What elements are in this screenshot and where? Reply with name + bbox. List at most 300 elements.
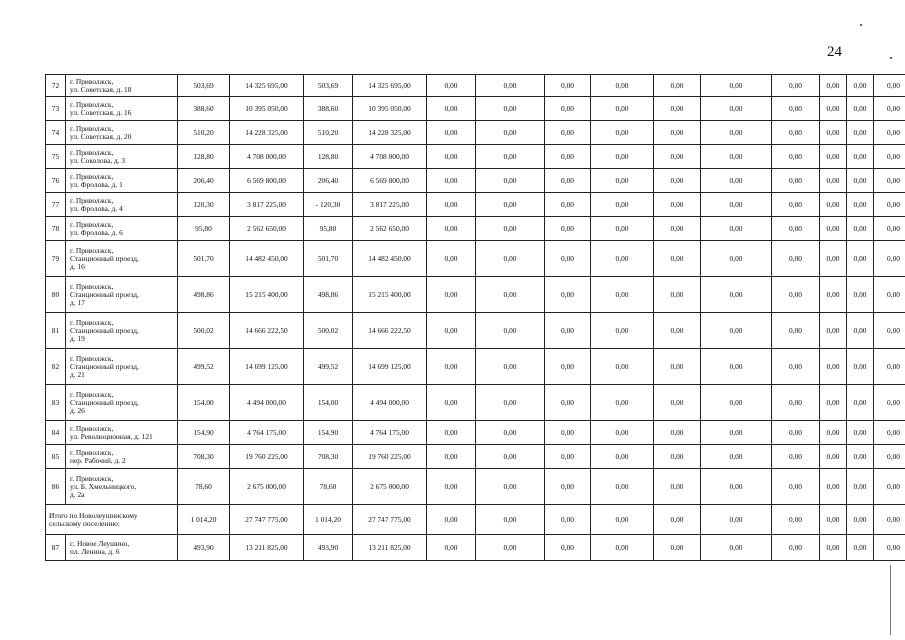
value-cell: 0,00 [772, 349, 820, 385]
row-number-cell: 85 [46, 445, 66, 469]
value-cell: 0,00 [847, 421, 874, 445]
address-line: д. 2а [70, 489, 85, 499]
value-cell: 0,00 [476, 469, 545, 505]
value-cell: 0,00 [476, 193, 545, 217]
value-cell: 0,00 [654, 385, 701, 421]
value-cell: 0,00 [654, 217, 701, 241]
value-cell: 4 494 000,00 [230, 385, 304, 421]
value-cell: 0,00 [545, 217, 591, 241]
value-cell: 0,00 [874, 193, 905, 217]
value-cell: 0,00 [591, 349, 654, 385]
address-cell [66, 97, 178, 121]
value-cell: 0,00 [701, 121, 772, 145]
table-row [46, 535, 905, 561]
address-cell [66, 535, 178, 561]
value-cell: 0,00 [874, 349, 905, 385]
value-cell: 0,00 [772, 421, 820, 445]
value-cell: 0,00 [476, 169, 545, 193]
data-table [45, 74, 905, 561]
value-cell: 1 014,20 [304, 505, 353, 535]
value-cell: 2 675 000,00 [230, 469, 304, 505]
address-cell [66, 169, 178, 193]
value-cell: 154,90 [178, 421, 230, 445]
value-cell: 0,00 [427, 169, 476, 193]
address-line: г. Приволжск, [70, 423, 114, 433]
value-cell: 0,00 [820, 169, 847, 193]
value-cell: 0,00 [874, 535, 905, 561]
address-line: ул. Фролова, д. 1 [70, 179, 123, 189]
table-row [46, 217, 905, 241]
value-cell: 4 764 175,00 [353, 421, 427, 445]
value-cell: 0,00 [772, 469, 820, 505]
value-cell: 0,00 [772, 145, 820, 169]
value-cell: 0,00 [476, 349, 545, 385]
value-cell: 0,00 [476, 313, 545, 349]
value-cell: 0,00 [874, 445, 905, 469]
row-number-cell: 84 [46, 421, 66, 445]
scan-dot [890, 57, 892, 59]
value-cell: 0,00 [591, 469, 654, 505]
row-number-cell: 87 [46, 535, 66, 561]
row-number-cell: 77 [46, 193, 66, 217]
value-cell: 0,00 [847, 505, 874, 535]
value-cell: 0,00 [591, 421, 654, 445]
value-cell: 0,00 [847, 385, 874, 421]
value-cell: 0,00 [545, 313, 591, 349]
value-cell: 10 395 050,00 [353, 97, 427, 121]
value-cell: 498,86 [304, 277, 353, 313]
value-cell: 0,00 [820, 349, 847, 385]
value-cell: 0,00 [591, 217, 654, 241]
value-cell: 0,00 [701, 97, 772, 121]
value-cell: 0,00 [427, 121, 476, 145]
address-line: ул. Б. Хмельницкого, [70, 481, 137, 491]
value-cell: 0,00 [701, 421, 772, 445]
value-cell: 6 569 800,00 [230, 169, 304, 193]
table-row [46, 145, 905, 169]
value-cell: 0,00 [874, 313, 905, 349]
value-cell: 0,00 [701, 535, 772, 561]
address-line: г. Приволжск, [70, 123, 114, 133]
value-cell: 0,00 [427, 145, 476, 169]
value-cell: 0,00 [427, 535, 476, 561]
value-cell: 154,00 [304, 385, 353, 421]
row-number-cell: 83 [46, 385, 66, 421]
table-row [46, 75, 905, 97]
value-cell: 0,00 [847, 145, 874, 169]
value-cell: 498,86 [178, 277, 230, 313]
value-cell: 493,90 [178, 535, 230, 561]
address-line: Станционный проезд, [70, 361, 139, 371]
value-cell: 0,00 [654, 505, 701, 535]
value-cell: 0,00 [591, 121, 654, 145]
value-cell: 0,00 [476, 241, 545, 277]
value-cell: 14 228 325,00 [230, 121, 304, 145]
scan-edge-line [890, 565, 891, 635]
address-line: Станционный проезд, [70, 289, 139, 299]
value-cell: 0,00 [820, 421, 847, 445]
value-cell: 0,00 [427, 505, 476, 535]
value-cell: 0,00 [591, 277, 654, 313]
address-line: д. 16 [70, 261, 85, 271]
value-cell: 120,30 [178, 193, 230, 217]
value-cell: 503,69 [178, 75, 230, 97]
value-cell: 0,00 [701, 241, 772, 277]
value-cell: 206,40 [178, 169, 230, 193]
value-cell: 0,00 [427, 75, 476, 97]
address-cell [66, 121, 178, 145]
value-cell: 0,00 [820, 313, 847, 349]
value-cell: 14 228 325,00 [353, 121, 427, 145]
row-number-cell: 80 [46, 277, 66, 313]
address-line: г. Приволжск, [70, 219, 114, 229]
value-cell: 2 562 650,00 [230, 217, 304, 241]
value-cell: 0,00 [545, 121, 591, 145]
value-cell: 0,00 [591, 241, 654, 277]
value-cell: 0,00 [772, 313, 820, 349]
value-cell: 13 211 825,00 [353, 535, 427, 561]
value-cell: 14 482 450,00 [230, 241, 304, 277]
value-cell: 0,00 [874, 505, 905, 535]
value-cell: 0,00 [545, 349, 591, 385]
value-cell: 15 215 400,00 [230, 277, 304, 313]
value-cell: 4 708 000,00 [230, 145, 304, 169]
value-cell: 388,60 [178, 97, 230, 121]
value-cell: 0,00 [874, 217, 905, 241]
address-line: г. Приволжск, [70, 281, 114, 291]
value-cell: 0,00 [591, 193, 654, 217]
row-number-cell: 75 [46, 145, 66, 169]
value-cell: 0,00 [476, 75, 545, 97]
value-cell: 14 699 125,00 [230, 349, 304, 385]
value-cell: 0,00 [701, 277, 772, 313]
value-cell: 14 325 695,00 [230, 75, 304, 97]
address-line: д. 17 [70, 297, 85, 307]
value-cell: 0,00 [427, 445, 476, 469]
address-line: г. Приволжск, [70, 389, 114, 399]
table-row [46, 277, 905, 313]
value-cell: 0,00 [476, 217, 545, 241]
address-line: пер. Рабочий, д. 2 [70, 455, 126, 465]
value-cell: 0,00 [847, 217, 874, 241]
address-cell [66, 349, 178, 385]
value-cell: 388,60 [304, 97, 353, 121]
address-cell [66, 313, 178, 349]
value-cell: 14 482 450,00 [353, 241, 427, 277]
page-number: 24 [827, 44, 842, 60]
value-cell: 0,00 [591, 313, 654, 349]
value-cell: 499,52 [178, 349, 230, 385]
value-cell: 0,00 [820, 385, 847, 421]
value-cell: 0,00 [701, 349, 772, 385]
value-cell: 3 817 225,00 [230, 193, 304, 217]
value-cell: 0,00 [591, 169, 654, 193]
value-cell: 0,00 [476, 505, 545, 535]
address-line: г. Приволжск, [70, 171, 114, 181]
value-cell: 0,00 [847, 313, 874, 349]
table-row [46, 385, 905, 421]
value-cell: 501,70 [178, 241, 230, 277]
total-label-line: сельскому поселению: [49, 518, 120, 528]
value-cell: 4 708 000,00 [353, 145, 427, 169]
value-cell: 10 395 050,00 [230, 97, 304, 121]
table-row [46, 445, 905, 469]
value-cell: 6 569 800,00 [353, 169, 427, 193]
value-cell: 128,80 [178, 145, 230, 169]
value-cell: 1 014,20 [178, 505, 230, 535]
value-cell: 0,00 [545, 445, 591, 469]
value-cell: 708,30 [304, 445, 353, 469]
value-cell: 0,00 [545, 535, 591, 561]
value-cell: 0,00 [820, 505, 847, 535]
value-cell: 0,00 [545, 241, 591, 277]
value-cell: 0,00 [847, 121, 874, 145]
address-line: г. Приволжск, [70, 147, 114, 157]
value-cell: 0,00 [427, 193, 476, 217]
value-cell: 510,20 [304, 121, 353, 145]
value-cell: 0,00 [591, 535, 654, 561]
table-row [46, 193, 905, 217]
value-cell: 0,00 [772, 193, 820, 217]
address-line: д. 26 [70, 405, 85, 415]
value-cell: 0,00 [701, 445, 772, 469]
value-cell: 0,00 [654, 75, 701, 97]
value-cell: 0,00 [545, 469, 591, 505]
value-cell: 501,70 [304, 241, 353, 277]
value-cell: 0,00 [847, 277, 874, 313]
value-cell: 493,90 [304, 535, 353, 561]
value-cell: 0,00 [847, 349, 874, 385]
address-line: ул. Советская, д. 18 [70, 84, 132, 94]
value-cell: 154,00 [178, 385, 230, 421]
value-cell: 19 760 225,00 [353, 445, 427, 469]
value-cell: 0,00 [476, 121, 545, 145]
value-cell: 0,00 [772, 385, 820, 421]
value-cell: 708,30 [178, 445, 230, 469]
row-number-cell: 76 [46, 169, 66, 193]
value-cell: 0,00 [874, 277, 905, 313]
address-line: г. Приволжск, [70, 245, 114, 255]
value-cell: 0,00 [654, 313, 701, 349]
value-cell: 0,00 [545, 97, 591, 121]
value-cell: 0,00 [654, 469, 701, 505]
value-cell: 0,00 [591, 145, 654, 169]
address-line: Станционный проезд, [70, 397, 139, 407]
value-cell: 0,00 [772, 75, 820, 97]
value-cell: 0,00 [545, 169, 591, 193]
value-cell: 0,00 [847, 193, 874, 217]
row-number-cell: 74 [46, 121, 66, 145]
row-number-cell: 72 [46, 75, 66, 97]
value-cell: 0,00 [820, 445, 847, 469]
address-line: пл. Ленина, д. 6 [70, 546, 120, 556]
address-cell [66, 193, 178, 217]
value-cell: 0,00 [701, 469, 772, 505]
address-line: г. Приволжск, [70, 473, 114, 483]
value-cell: 0,00 [701, 145, 772, 169]
value-cell: 0,00 [772, 217, 820, 241]
row-number-cell: 82 [46, 349, 66, 385]
value-cell: 0,00 [545, 145, 591, 169]
value-cell: 503,69 [304, 75, 353, 97]
address-cell [66, 241, 178, 277]
value-cell: 0,00 [847, 169, 874, 193]
value-cell: 500,02 [178, 313, 230, 349]
row-number-cell: 79 [46, 241, 66, 277]
address-line: г. Приволжск, [70, 76, 114, 86]
address-line: ул. Советская, д. 20 [70, 131, 132, 141]
value-cell: 2 562 650,00 [353, 217, 427, 241]
value-cell: 19 760 225,00 [230, 445, 304, 469]
value-cell: 0,00 [701, 217, 772, 241]
value-cell: 13 211 825,00 [230, 535, 304, 561]
value-cell: 0,00 [701, 193, 772, 217]
address-cell [66, 217, 178, 241]
address-line: г. Приволжск, [70, 195, 114, 205]
value-cell: 0,00 [847, 469, 874, 505]
value-cell: 0,00 [701, 385, 772, 421]
value-cell: 0,00 [847, 241, 874, 277]
value-cell: 0,00 [591, 445, 654, 469]
value-cell: 0,00 [820, 241, 847, 277]
value-cell: 0,00 [654, 421, 701, 445]
value-cell: 0,00 [772, 97, 820, 121]
value-cell: 0,00 [654, 193, 701, 217]
address-line: с. Новое Леушино, [70, 538, 130, 548]
value-cell: 0,00 [654, 277, 701, 313]
table-row [46, 121, 905, 145]
address-cell [66, 75, 178, 97]
value-cell: 0,00 [476, 385, 545, 421]
address-cell [66, 277, 178, 313]
value-cell: 0,00 [820, 535, 847, 561]
total-label-line: Итого по Новолеушинскому [49, 510, 138, 520]
value-cell: 0,00 [476, 535, 545, 561]
value-cell: 4 494 000,00 [353, 385, 427, 421]
value-cell: 0,00 [874, 145, 905, 169]
address-line: г. Приволжск, [70, 99, 114, 109]
table-row [46, 421, 905, 445]
value-cell: 499,52 [304, 349, 353, 385]
value-cell: 0,00 [820, 193, 847, 217]
address-line: Станционный проезд, [70, 253, 139, 263]
value-cell: 0,00 [874, 421, 905, 445]
value-cell: 0,00 [820, 145, 847, 169]
value-cell: 0,00 [654, 145, 701, 169]
value-cell: 0,00 [772, 535, 820, 561]
value-cell: 0,00 [847, 75, 874, 97]
address-line: ул. Революционная, д. 121 [70, 431, 153, 441]
value-cell: 0,00 [772, 241, 820, 277]
value-cell: 0,00 [874, 121, 905, 145]
address-line: Станционный проезд, [70, 325, 139, 335]
table-row [46, 241, 905, 277]
value-cell: 14 325 695,00 [353, 75, 427, 97]
value-cell: 0,00 [545, 505, 591, 535]
row-number-cell: 81 [46, 313, 66, 349]
scan-dot [860, 24, 862, 26]
value-cell: 14 699 125,00 [353, 349, 427, 385]
address-line: ул. Соколова, д. 3 [70, 155, 126, 165]
value-cell: 0,00 [591, 97, 654, 121]
total-row [46, 505, 905, 535]
value-cell: 0,00 [427, 349, 476, 385]
value-cell: 0,00 [427, 277, 476, 313]
value-cell: 4 764 175,00 [230, 421, 304, 445]
value-cell: 2 675 000,00 [353, 469, 427, 505]
value-cell: 0,00 [772, 121, 820, 145]
address-cell [66, 385, 178, 421]
value-cell: 0,00 [772, 445, 820, 469]
value-cell: 0,00 [847, 97, 874, 121]
table-row [46, 97, 905, 121]
value-cell: 78,60 [178, 469, 230, 505]
row-number-cell: 86 [46, 469, 66, 505]
value-cell: 0,00 [654, 535, 701, 561]
value-cell: 0,00 [476, 97, 545, 121]
address-line: ул. Фролова, д. 4 [70, 203, 123, 213]
address-line: г. Приволжск, [70, 447, 114, 457]
table-row [46, 469, 905, 505]
address-cell [66, 421, 178, 445]
value-cell: 14 666 222,50 [230, 313, 304, 349]
value-cell: 95,80 [178, 217, 230, 241]
value-cell: 0,00 [591, 505, 654, 535]
value-cell: 0,00 [820, 469, 847, 505]
value-cell: 0,00 [701, 313, 772, 349]
value-cell: 0,00 [654, 241, 701, 277]
value-cell: 0,00 [427, 241, 476, 277]
value-cell: 0,00 [427, 97, 476, 121]
value-cell: 0,00 [847, 445, 874, 469]
value-cell: 0,00 [476, 277, 545, 313]
value-cell: 0,00 [874, 169, 905, 193]
total-label-cell [46, 505, 178, 535]
address-line: ул. Фролова, д. 6 [70, 227, 123, 237]
value-cell: 0,00 [701, 169, 772, 193]
value-cell: 0,00 [427, 217, 476, 241]
value-cell: 154,90 [304, 421, 353, 445]
address-cell [66, 445, 178, 469]
value-cell: 128,80 [304, 145, 353, 169]
value-cell: 0,00 [545, 193, 591, 217]
value-cell: 27 747 775,00 [353, 505, 427, 535]
value-cell: 0,00 [476, 445, 545, 469]
value-cell: 0,00 [654, 445, 701, 469]
value-cell: 0,00 [820, 217, 847, 241]
value-cell: 0,00 [772, 277, 820, 313]
value-cell: 0,00 [701, 505, 772, 535]
address-line: ул. Советская, д. 16 [70, 107, 132, 117]
value-cell: 0,00 [476, 421, 545, 445]
value-cell: 0,00 [820, 121, 847, 145]
value-cell: 0,00 [545, 421, 591, 445]
address-line: г. Приволжск, [70, 317, 114, 327]
table-row [46, 169, 905, 193]
value-cell: 0,00 [654, 97, 701, 121]
address-line: д. 19 [70, 333, 85, 343]
value-cell: 0,00 [874, 97, 905, 121]
value-cell: 0,00 [591, 75, 654, 97]
value-cell: 0,00 [820, 277, 847, 313]
value-cell: 27 747 775,00 [230, 505, 304, 535]
value-cell: 0,00 [772, 169, 820, 193]
value-cell: 0,00 [427, 421, 476, 445]
value-cell: 0,00 [591, 385, 654, 421]
value-cell: 0,00 [654, 169, 701, 193]
value-cell: 0,00 [820, 75, 847, 97]
value-cell: 510,20 [178, 121, 230, 145]
